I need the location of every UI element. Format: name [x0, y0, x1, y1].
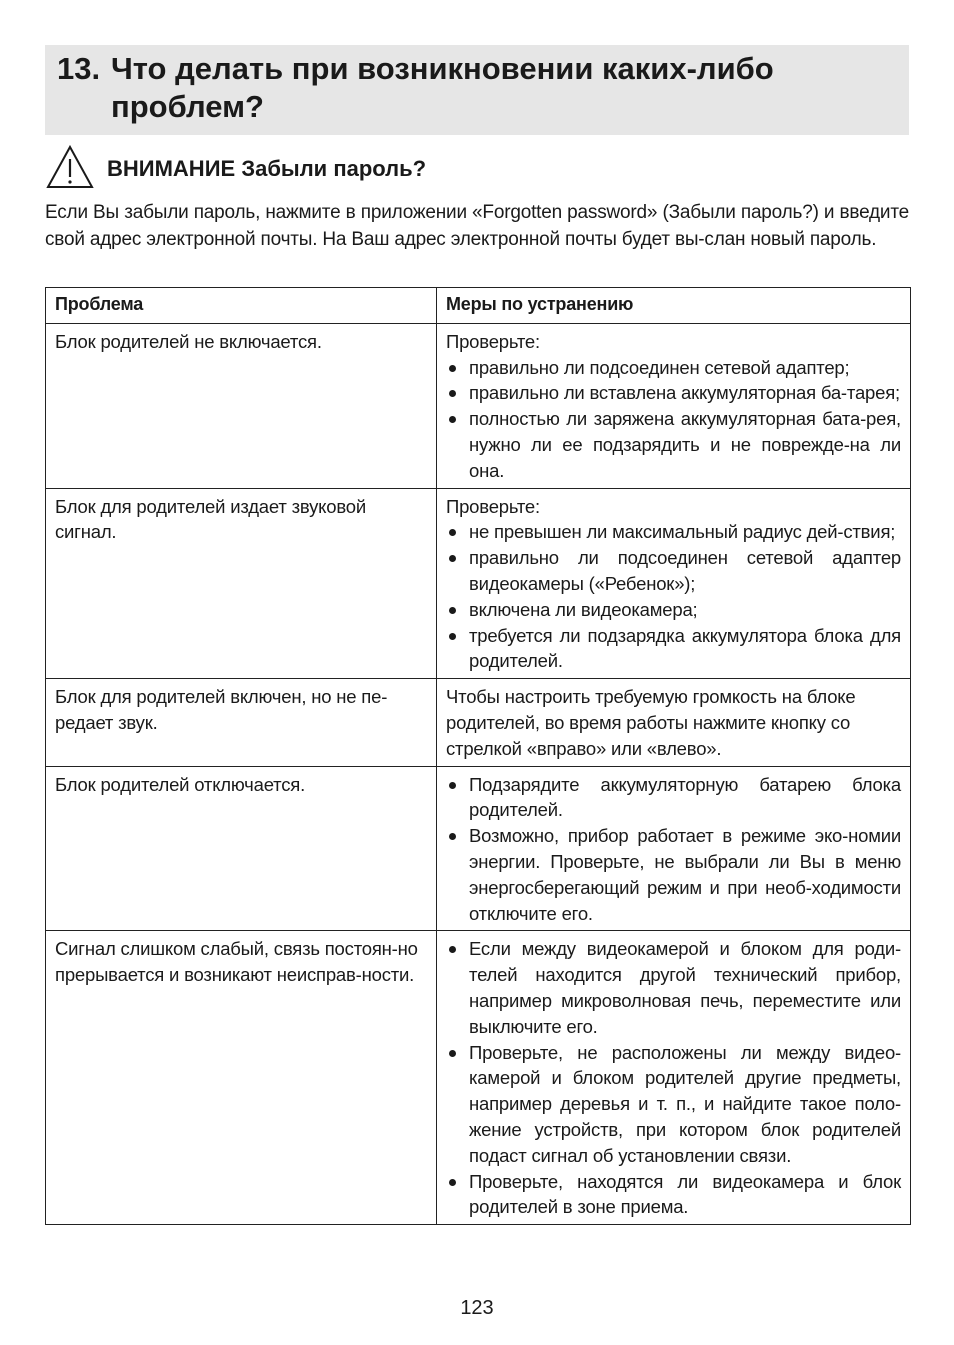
list-item: Если между видеокамерой и блоком для роди-телей находится другой технический прибор, например микроволновая печь, переместите или выключите его. [446, 936, 901, 1039]
table-header-row [46, 288, 911, 324]
fix-lead: Проверьте: [446, 330, 540, 352]
list-item: Проверьте, находятся ли видеокамера и блок родителей в зоне приема. [446, 1169, 901, 1221]
list-item: Возможно, прибор работает в режиме эко-номии энергии. Проверьте, не выбрали ли Вы в меню энергосберегающий режим и при необ-ходимости отключите его. [446, 823, 901, 926]
fix-list [446, 519, 901, 674]
list-item: правильно ли подсоединен сетевой адаптер видеокамеры («Ребенок»); [446, 545, 901, 597]
warning-label: ВНИМАНИЕ [107, 156, 236, 181]
table-row [46, 931, 911, 1225]
list-item: Проверьте, не расположены ли между видео-камерой и блоком родителей другие предметы, например деревья и т. п., и найдите такое поло-жение устройств, при котором блок родителей подаст сигнал об установлении связи. [446, 1040, 901, 1169]
warning-triangle-icon [45, 144, 95, 190]
fix-cell [437, 323, 911, 488]
problem-cell: Блок для родителей издает звуковой сигнал. [46, 488, 437, 679]
section-number: 13. [57, 51, 101, 86]
header-problem: Проблема [46, 288, 437, 324]
fix-cell: Чтобы настроить требуемую громкость на блоке родителей, во время работы нажмите кнопку со стрелкой «вправо» или «влево». [437, 679, 911, 766]
table-row [46, 488, 911, 679]
list-item: не превышен ли максимальный радиус дей-ствия; [446, 519, 901, 545]
fix-cell [437, 931, 911, 1225]
fix-list [446, 772, 901, 927]
list-item: включена ли видеокамера; [446, 597, 901, 623]
fix-list [446, 355, 901, 484]
fix-cell [437, 488, 911, 679]
header-fix: Меры по устранению [437, 288, 911, 324]
list-item: правильно ли вставлена аккумуляторная ба-тарея; [446, 380, 901, 406]
list-item: правильно ли подсоединен сетевой адаптер; [446, 355, 901, 381]
problem-cell: Блок родителей отключается. [46, 766, 437, 931]
problem-cell: Блок родителей не включается. [46, 323, 437, 488]
list-item: Подзарядите аккумуляторную батарею блока родителей. [446, 772, 901, 824]
problem-cell: Блок для родителей включен, но не пе-редает звук. [46, 679, 437, 766]
fix-list [446, 936, 901, 1220]
page-number: 123 [460, 1297, 494, 1319]
warning-heading [107, 155, 426, 183]
warning-title: Забыли пароль? [241, 156, 427, 181]
list-item: полностью ли заряжена аккумуляторная бата-рея, нужно ли ее подзарядить и не поврежде-на ли она. [446, 406, 901, 483]
list-item: требуется ли подзарядка аккумулятора блока для родителей. [446, 623, 901, 675]
fix-cell [437, 766, 911, 931]
table-row [46, 323, 911, 488]
table-row [46, 766, 911, 931]
table-row [46, 679, 911, 766]
problem-cell: Сигнал слишком слабый, связь постоян-но прерывается и возникают неисправ-ности. [46, 931, 437, 1225]
troubleshooting-table [45, 287, 911, 1225]
section-title: Что делать при возникновении каких-либо проблем? [111, 51, 774, 124]
intro-paragraph: Если Вы забыли пароль, нажмите в приложении «Forgotten password» (Забыли пароль?) и введите свой адрес электронной почты. На Ваш адрес электронной почты будет вы-слан новый пароль. [45, 202, 909, 250]
fix-lead: Проверьте: [446, 495, 540, 517]
